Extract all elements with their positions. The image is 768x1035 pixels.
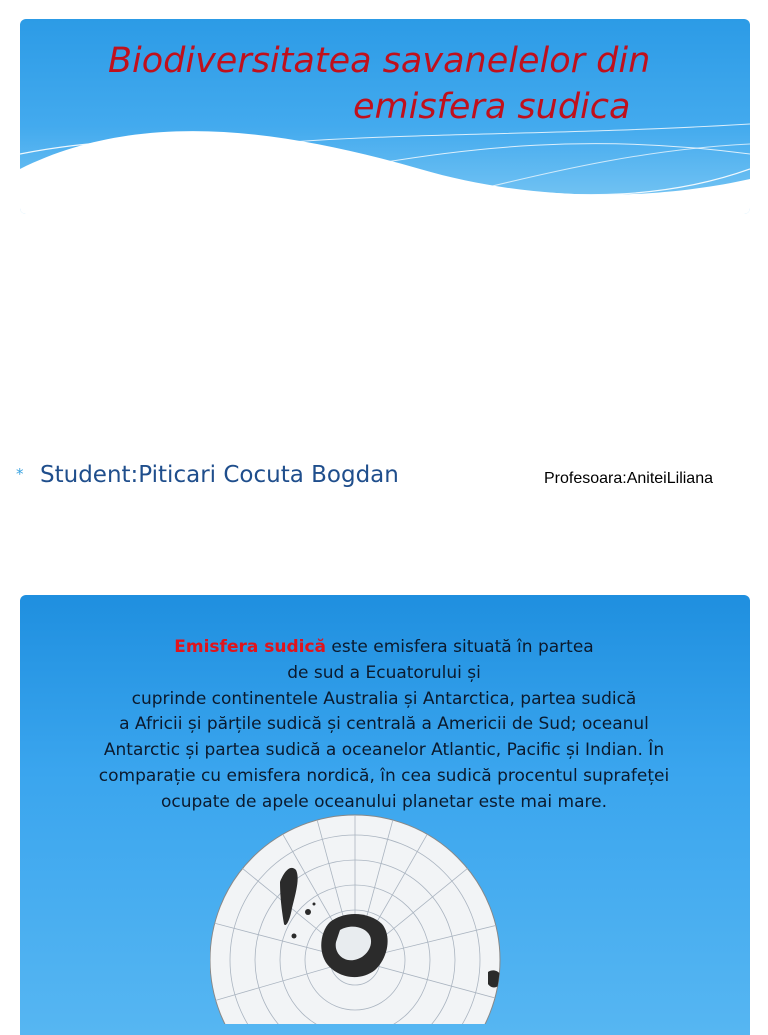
para-line-3: cuprinde continentele Australia și Antarctica, partea sudică	[131, 688, 637, 709]
para-line-6: comparație cu emisfera nordică, în cea sudică procentul suprafeței	[98, 765, 670, 786]
title-line-1: Biodiversitatea savanelelor din	[108, 41, 651, 81]
para-line-4: a Africii și părțile sudică și centrală a Americii de Sud; oceanul	[119, 714, 649, 735]
highlight-term: Emisfera sudică	[174, 637, 327, 657]
para-line-2: de sud a Ecuatorului și	[287, 662, 481, 683]
student-line	[16, 462, 399, 488]
title-line-2: emisfera sudica	[353, 87, 631, 127]
para-line-5: Antarctic și partea sudică a oceanelor Atlantic, Pacific și Indian. În	[103, 740, 665, 761]
hemisphere-description	[0, 635, 768, 816]
asterisk-bullet-icon: *	[16, 465, 24, 483]
para-line-7: ocupate de apele oceanului planetar este mai mare.	[160, 791, 607, 812]
slide-title	[20, 38, 750, 130]
student-name: Student:Piticari Cocuta Bogdan	[40, 462, 399, 488]
para-line-1-text: este emisfera situată în partea	[326, 637, 594, 657]
para-line-1	[0, 635, 768, 661]
south-polar-globe-map	[210, 812, 510, 1024]
professor-name: Profesoara:AniteiLiliana	[544, 470, 713, 487]
